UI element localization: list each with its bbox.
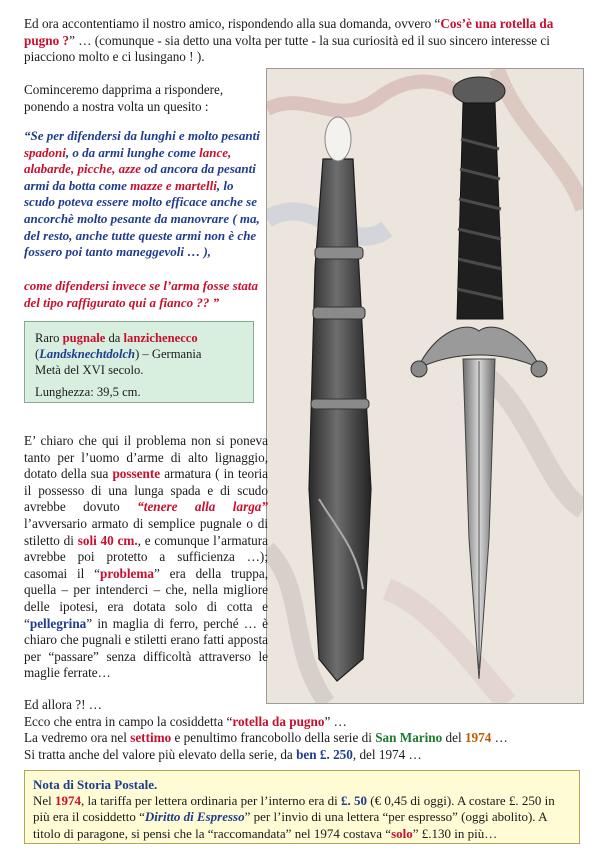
conclusion-text-3a: La vedremo ora nel (24, 730, 131, 746)
note-text-b: , la tariffa per lettera ordinaria per l’interno era di (81, 793, 342, 809)
body-text-c: l’avversario armato di semplice pugnale o di stiletto di (24, 515, 268, 548)
note-solo: solo (391, 825, 413, 841)
conclusion-text-4a: Si tratta anche del valore più elevato della serie, da (24, 746, 297, 762)
year-term: 1974 (464, 730, 492, 746)
conclusion-text-4c: , del 1974 … (352, 746, 422, 762)
body-text-a: E’ chiaro che qui il problema non si poneva tanto per l’uomo d’arme di alto lignaggio, dotato della sua (24, 433, 268, 482)
san-marino-term: San Marino (375, 730, 443, 746)
spadoni-term: spadoni (24, 144, 66, 160)
question-text-b: , o da armi lunghe come (65, 144, 200, 160)
lance-term: lance, alabarde, picche, azze (24, 144, 232, 177)
problema-term: problema (100, 565, 154, 581)
value-term: ben £. 250 (296, 746, 353, 762)
conclusion-text-3e: del (442, 730, 465, 746)
note-text-e: ” per l’invio di una lettera “per espresso” (oggi abolito). A titolo di paragone, si pensi che la “raccomandata” nel 1974 costava “ (33, 809, 547, 841)
landsknechtdolch-term: Landsknechtdolch (39, 347, 136, 361)
question-quote (24, 128, 264, 261)
conclusion-line-1: Ed allora ?! … (24, 697, 102, 712)
infobox-text-c: ( (35, 347, 40, 361)
dagger-illustration (267, 69, 583, 703)
note-diritto: Diritto di Espresso (144, 809, 245, 825)
body-paragraph (24, 433, 268, 682)
note-body (33, 793, 571, 842)
question-text-a: “Se per difendersi da lunghi e molto pesanti (24, 128, 260, 143)
conclusion-text-3g: … (491, 730, 508, 746)
note-text-f: ” £.130 in più… (412, 825, 498, 841)
pellegrina-term: pellegrina (29, 615, 87, 631)
note-price-50: £. 50 (341, 793, 368, 809)
infobox-line-1 (35, 330, 243, 346)
question-text-c: od ancora da pesanti armi da botta come (24, 161, 256, 193)
infobox-text-b: da (105, 331, 124, 345)
dagger-photo (266, 68, 584, 704)
conclusion-line-2 (24, 714, 584, 731)
body-text-e: ” era della truppa, quella – per intenderci – che, nella migliore delle ipotesi, era dotata solo di cotta e “ (24, 565, 268, 631)
conclusion-text-2c: ” … (324, 713, 347, 729)
possente-term: possente (112, 466, 161, 482)
conclusion-text-3c: e penultimo francobollo della serie di (171, 730, 376, 746)
question-text-d: , lo scudo poteva essere molto efficace anche se ancorchè molto pesante da manovrare ( ma, del resto, anche tutte queste armi non è che fossero poi tanto maneggevoli … ), (24, 177, 260, 260)
start-paragraph: Cominceremo dapprima a rispondere, ponendo a nostra volta un quesito : (24, 82, 224, 114)
intro-question: Cos’è una rotella da pugno ? (24, 16, 554, 48)
note-text-d: (€ 0,45 di oggi). A costare £. 250 in più era il cosiddetto “ (33, 793, 555, 825)
postal-history-note (24, 770, 580, 844)
settimo-term: settimo (130, 730, 172, 746)
pugnale-term: pugnale (62, 331, 106, 345)
intro-text-2: ” … (comunque - sia detto una volta per tutte - la sua curiosità ed il suo sincero interesse ci piacciono molto e ci lusingano ! ). (24, 32, 550, 65)
note-title: Nota di Storia Postale. (33, 777, 158, 792)
body-text-b: armatura ( in teoria il possesso di una lunga spada e di scudo avrebbe dovuto (24, 466, 269, 515)
tenere-term: “tenere alla larga” (137, 499, 268, 515)
infobox-date: Metà del XVI secolo. (35, 363, 144, 377)
question-closing: come difendersi invece se l’arma fosse stata del tipo raffigurato qui a fianco ?? ” (24, 278, 258, 310)
lanzichenecco-term: lanzichenecco (123, 331, 198, 345)
conclusion-line-4 (24, 747, 584, 764)
infobox-line-2 (35, 346, 243, 362)
note-text-a: Nel (33, 793, 56, 809)
rotella-term: rotella da pugno (232, 713, 325, 729)
mazze-term: mazze e martelli (130, 177, 217, 193)
body-text-f: ” in maglia di ferro, perché … è chiaro che pugnali e stiletti erano fatti apposta per “passare” senza difficoltà attraverso le maglie ferrate… (24, 615, 268, 681)
infobox-text-a: Raro (35, 331, 63, 345)
conclusion-line-3 (24, 730, 584, 747)
conclusion-paragraph (24, 697, 584, 763)
soli-term: soli 40 cm. (77, 532, 138, 548)
infobox-text-d: ) – Germania (135, 347, 202, 361)
dagger-info-box (24, 321, 254, 403)
intro-paragraph (24, 16, 580, 66)
body-text-d: , e comunque l’armatura avrebbe poi protetto a sufficienza …); casomai il “ (24, 532, 268, 581)
note-year: 1974 (55, 793, 82, 809)
infobox-length: Lunghezza: 39,5 cm. (35, 385, 141, 399)
intro-text-1: Ed ora accontentiamo il nostro amico, rispondendo alla sua domanda, ovvero “ (24, 16, 441, 31)
conclusion-text-2a: Ecco che entra in campo la cosiddetta “ (24, 713, 233, 729)
